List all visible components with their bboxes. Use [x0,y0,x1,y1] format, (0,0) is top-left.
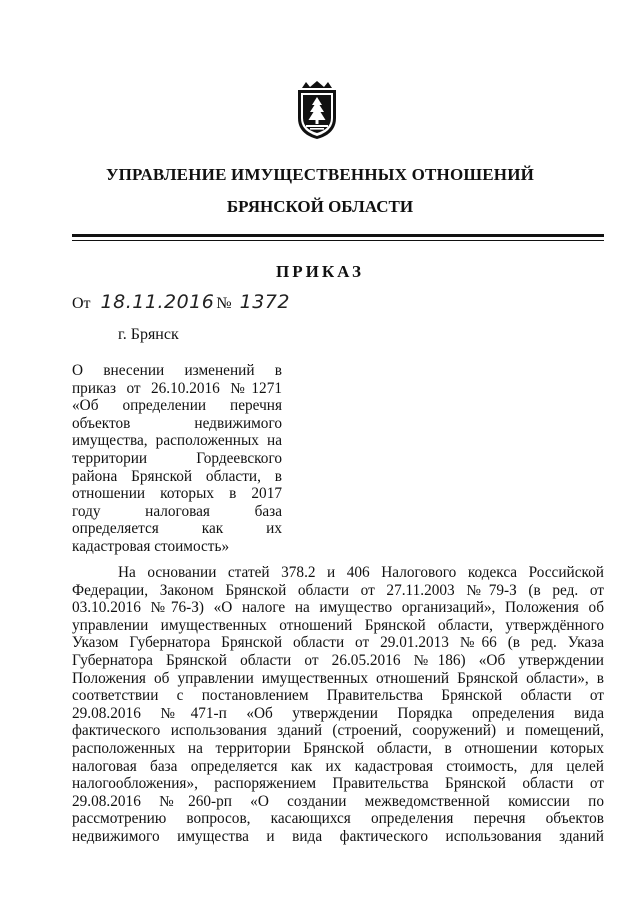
subject-line: году налоговая база [72,502,282,520]
body-line: соответствии с постановлением Правительства Брянской области от [72,687,604,705]
body-line: 29.08.2016 №471-п «Об утверждении Порядка определения вида [72,704,604,722]
body-line: Указом Губернатора Брянской области от 29.01.2013 №66 (в ред. Указа [72,634,604,652]
city-name: г. Брянск [118,326,179,343]
order-number: 1372 [239,291,290,313]
organization-name-line1: УПРАВЛЕНИЕ ИМУЩЕСТВЕННЫХ ОТНОШЕНИЙ [105,165,535,184]
subject-line: отношении которых в 2017 [72,485,282,503]
organization-name-line2: БРЯНСКОЙ ОБЛАСТИ [226,197,414,216]
bryansk-coat-of-arms-icon [292,80,342,140]
body-line: Федерации, Законом Брянской области от 27.11.2003 №79-З (в ред. от [72,581,604,599]
order-date: 18.11.2016 [100,291,215,313]
order-subject [72,362,282,556]
body-line: расположенных на территории Брянской области, в отношении которых [72,739,604,757]
subject-line: территории Гордеевского [72,449,282,467]
order-body-paragraph [72,564,604,846]
from-label: От [72,295,91,312]
body-line: Положения об управлении имущественных отношений Брянской области», в [72,669,604,687]
subject-line: определяется как их [72,520,282,538]
body-line: Губернатора Брянской области от 26.05.2016 №186) «Об утверждении [72,651,604,669]
number-label: № [216,295,232,312]
subject-line: О внесении изменений в [72,362,282,379]
body-line: 29.08.2016 №260-рп «О создании межведомственной комиссии по [72,792,604,810]
body-line: недвижимого имущества и вида фактического использования зданий [72,827,604,845]
body-line: налогообложения», распоряжением Правительства Брянской области от [72,775,604,793]
header-divider-thick [72,234,604,237]
body-line: управлении имущественных отношений Брянской области, утверждённого [72,616,604,634]
body-line: 03.10.2016 №76-З) «О налоге на имущество организаций», Положения об [72,599,604,617]
subject-line: района Брянской области, в [72,467,282,485]
body-line: рассмотрению вопросов, касающихся определения перечня объектов [72,810,604,828]
body-line: На основании статей 378.2 и 406 Налогового кодекса Российской [118,564,604,581]
subject-line: объектов недвижимого [72,414,282,432]
order-date-number-row [72,291,290,313]
subject-line: имущества, расположенных на [72,432,282,450]
subject-line: кадастровая стоимость» [72,537,230,555]
body-line: фактического использования зданий (строений, сооружений) и помещений, [72,722,604,740]
subject-line: «Об определении перечня [72,397,282,415]
header-divider-thin [72,240,604,241]
document-title: ПРИКАЗ [276,262,364,281]
body-line: налоговая база определяется как их кадастровая стоимость, для целей [72,757,604,775]
subject-line: приказ от 26.10.2016 №1271 [72,379,282,397]
